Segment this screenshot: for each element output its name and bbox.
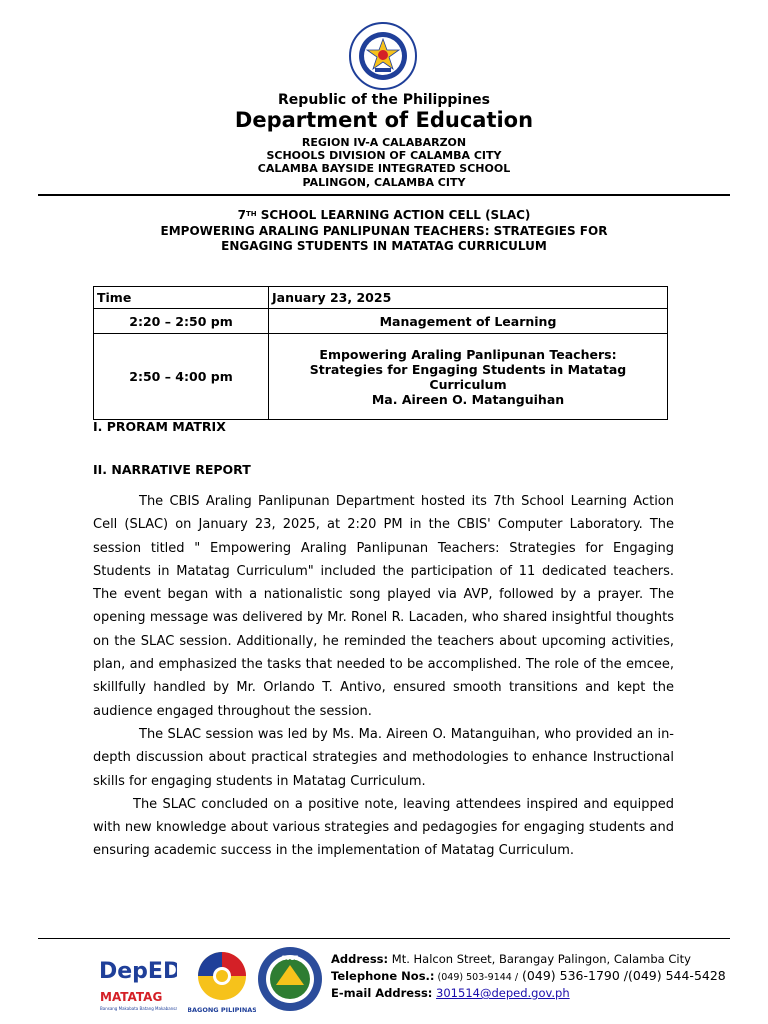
narrative-paragraph-2: The SLAC session was led by Ms. Ma. Aireen O. Matanguihan, who provided an in-depth discussion about practical strategies and methodologies to enhance Instructional skills for engaging students in Matatag Curriculum.: [93, 726, 674, 789]
row2-time: 2:50 – 4:00 pm: [94, 334, 269, 420]
time-header: Time: [94, 287, 269, 309]
slac-title-line3: ENGAGING STUDENTS IN MATATAG CURRICULUM: [221, 239, 547, 253]
telephone-value-small: (049) 503-9144 /: [434, 972, 519, 983]
table-row: [94, 309, 668, 334]
date-header: January 23, 2025: [269, 287, 668, 309]
slac-title-line2: EMPOWERING ARALING PANLIPUNAN TEACHERS: STRATEGIES FOR: [160, 224, 608, 238]
narrative-paragraph-1: The CBIS Araling Panlipunan Department hosted its 7th School Learning Action Cell (SLAC) on January 23, 2025, at 2:20 PM in the CBIS' Computer Laboratory. The session titled " Empowering Araling Panlipunan Teachers: Strategies for Engaging Students in Matatag Curriculum" included the participation of 11 dedicated teachers. The event began with a nationalistic song played via AVP, followed by a prayer. The opening message was delivered by Mr. Ronel R. Lacaden, who shared insightful thoughts on the SLAC session. Additionally, he reminded the teachers about upcoming activities, plan, and emphasized the tasks that needed to be accomplished. The role of the emcee, skillfully handled by Mr. Orlando T. Antivo, ensured smooth transitions and kept the audience engaged throughout the session.: [93, 494, 674, 719]
region-line: REGION IV-A CALABARZON: [301, 136, 467, 149]
school-year: 2017: [281, 955, 299, 962]
section-program-matrix: I. PRORAM MATRIX: [93, 419, 226, 434]
slac-title-line1: [0, 208, 768, 223]
row2-speaker: Ma. Aireen O. Matanguihan: [371, 391, 565, 407]
address-value: Mt. Halcon Street, Barangay Palingon, Calamba City: [388, 952, 691, 966]
narrative-body: [93, 490, 674, 863]
table-header-row: [94, 287, 668, 309]
bagong-pilipinas-logo-icon: [188, 948, 256, 1016]
matatag-word: MATATAG: [100, 990, 163, 1004]
row2-activity-line3: Curriculum: [429, 376, 507, 392]
deped-tagline: Bansang Makabata Batang Makabansa: [100, 1006, 177, 1011]
slac-title-rest: SCHOOL LEARNING ACTION CELL (SLAC): [256, 208, 531, 222]
row2-activity: [269, 334, 668, 420]
location-line: PALINGON, CALAMBA CITY: [302, 176, 466, 189]
narrative-paragraph-3: The SLAC concluded on a positive note, leaving attendees inspired and equipped with new knowledge about various strategies and pedagogies for engaging students and ensuring academic success in the implementation of Matatag Curriculum.: [93, 796, 674, 859]
slac-superscript: TH: [245, 210, 257, 218]
school-logo-icon: [256, 945, 324, 1013]
telephone-value: (049) 536-1790 /(049) 544-5428: [518, 968, 726, 983]
header-divider: [38, 194, 730, 196]
telephone-label: Telephone Nos.:: [331, 969, 435, 983]
email-link[interactable]: 301514@deped.gov.ph: [436, 986, 570, 1000]
slac-number: 7: [237, 208, 246, 222]
footer-email: [331, 986, 570, 1000]
footer-address: [331, 952, 691, 966]
republic-heading: Republic of the Philippines: [278, 92, 490, 108]
table-row: [94, 334, 668, 420]
school-line: CALAMBA BAYSIDE INTEGRATED SCHOOL: [257, 162, 511, 175]
deped-seal-icon: [345, 22, 421, 90]
deped-matatag-logo-icon: [97, 953, 177, 1013]
program-matrix-table: [93, 286, 668, 420]
row2-activity-line1: Empowering Araling Panlipunan Teachers:: [319, 346, 617, 362]
footer-telephone: [331, 969, 726, 985]
row1-time: 2:20 – 2:50 pm: [94, 309, 269, 334]
row1-activity: Management of Learning: [269, 309, 668, 334]
footer-divider: [38, 938, 730, 939]
section-narrative-report: II. NARRATIVE REPORT: [93, 462, 251, 477]
email-label: E-mail Address:: [331, 986, 433, 1000]
department-heading: Department of Education: [234, 108, 534, 132]
deped-word: DepED: [99, 959, 177, 984]
division-line: SCHOOLS DIVISION OF CALAMBA CITY: [266, 149, 502, 162]
address-label: Address:: [331, 952, 389, 966]
bagong-word: BAGONG PILIPINAS: [188, 1006, 256, 1014]
row2-activity-line2: Strategies for Engaging Students in Matatag: [309, 361, 627, 377]
